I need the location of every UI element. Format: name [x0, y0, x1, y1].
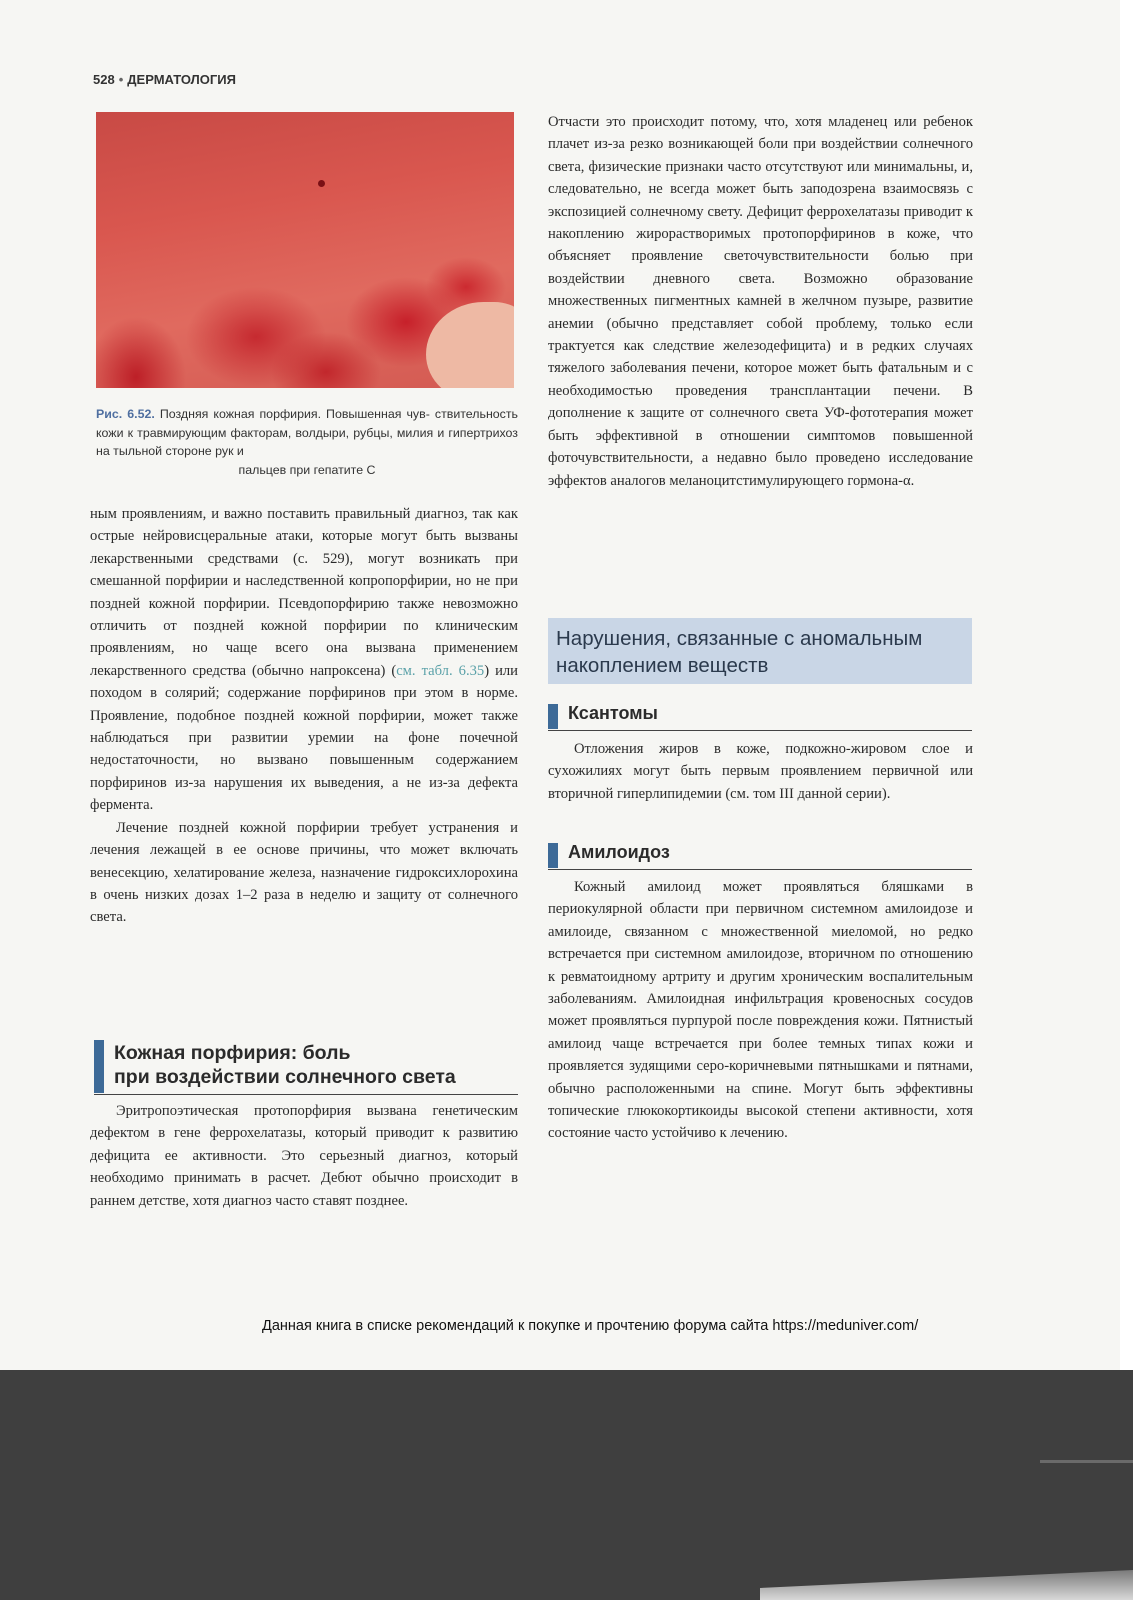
- right-column-text: [548, 111, 973, 492]
- left-column-text: [90, 503, 518, 929]
- paragraph: Кожный амилоид может проявляться бляшками в периокулярной области при первичном системном амилоидозе и амилоиде, связанном с множественной миеломой, но редко встречается при системном амилоидозе, вторичном по отношению к ревматоидному артриту и другим хроническим воспалительным заболеваниям. Амилоидная инфильтрация кровеносных сосудов может проявляться пурпурой после повреждения кожи. Пятнистый амилоид чаще встречается при более темных типах кожи и проявляется зудящими серо-коричневыми пятнышками и пятнами, обычно расположенными на спине. Могут быть эффективны топические глюкокортикоиды высокой степени активности, хотя состояние часто устойчиво к лечению.: [548, 879, 973, 1142]
- running-head: [93, 72, 236, 87]
- section-heading-line-2: накоплением веществ: [556, 654, 769, 677]
- subheading-xanthomas: [548, 701, 972, 731]
- heading-bar: [548, 704, 558, 729]
- section-heading-text: [556, 625, 922, 679]
- heading-bar: [94, 1040, 104, 1093]
- paragraph: [90, 503, 518, 817]
- section-title: ДЕРМАТОЛОГИЯ: [127, 72, 236, 87]
- caption-line-1: Поздняя кожная порфирия. Повышенная чув-: [159, 407, 430, 421]
- photo-skin-area: [426, 302, 514, 388]
- scan-edge-line: [1040, 1460, 1133, 1463]
- heading-line-2: при воздействии солнечного света: [114, 1066, 456, 1088]
- xanthoma-text: [548, 738, 973, 805]
- paragraph-text: ным проявлениям, и важно поставить правильный диагноз, так как острые нейровисцеральные атаки, которые могут быть вызваны лекарственными средствами (с. 529), могут возникать при смешанной порфирии и наследственной копропорфирии, но не при поздней кожной порфирии. Псевдопорфирию также невозможно отличить от поздней кожной порфирии по клиническим проявлениям, но чаще всего она вызвана применением лекарственного средства (обычно напроксена) (: [90, 506, 518, 679]
- paragraph: Лечение поздней кожной порфирии требует устранения и лечения лежащей в ее основе причины, что может включать венесекцию, хелатирование железа, назначение гидроксихлорохина в очень низких дозах 1–2 раза в неделю и защиту от солнечного света.: [90, 819, 518, 926]
- paragraph: Эритропоэтическая протопорфирия вызвана генетическим дефектом в гене феррохелатазы, который приводит к развитию дефицита ее активности. Это серьезный диагноз, который необходимо принимать в расчет. Дебют обычно происходит в раннем детстве, хотя диагноз часто ставят позднее.: [90, 1103, 518, 1209]
- heading-text: Амилоидоз: [568, 842, 670, 862]
- left-column-text-2: [90, 1100, 518, 1212]
- scan-background: [0, 1370, 1133, 1600]
- figure-label: Рис. 6.52.: [96, 407, 155, 421]
- caption-line-4: пальцев при гепатите С: [238, 462, 376, 477]
- paragraph: Отчасти это происходит потому, что, хотя младенец или ребенок плачет из-за резко возникающей боли при воздействии солнечного света, физические признаки часто отсутствуют или минимальны, и, следовательно, не всегда может быть заподозрена взаимосвязь с экспозицией солнечному свету. Дефицит феррохелатазы приводит к накоплению жирорастворимых протопорфиринов в коже, что объясняет проявление светочувствительности болью при воздействии дневного света. Возможно образование множественных пигментных камней в желчном пузыре, развитие анемии (обычно представляет собой проблему, только если трактуется как следствие железодефицита) и в редких случаях тяжелого заболевания печени, которое может быть фатальным и с необходимостью проведения трансплантации печени. В дополнение к защите от солнечного света УФ-фототерапия может быть эффективной в отношении симптомов повышенной фоточувствительности, а недавно было проведено исследование эффектов аналогов меланоцитстимулирующего гормона-α.: [548, 114, 973, 489]
- footer-note: Данная книга в списке рекомендаций к покупке и прочтению форума сайта https://meduniver.com/: [262, 1318, 919, 1334]
- section-heading-line-1: Нарушения, связанные с аномальным: [556, 627, 923, 650]
- page-number: 528: [93, 72, 115, 87]
- paragraph: Отложения жиров в коже, подкожно-жировом слое и сухожилиях могут быть первым проявлением первичной или вторичной гиперлипидемии (см. том III данной серии).: [548, 741, 973, 802]
- photo-lesion-spot: [318, 180, 325, 187]
- amyloidosis-text: [548, 876, 973, 1145]
- section-heading-abnormal-accumulation: [548, 618, 972, 684]
- bullet-separator: •: [118, 72, 124, 87]
- figure-photo-hand-porphyria: [96, 112, 514, 388]
- caption-line-3: рубцы, милия и гипертрихоз на тыльной стороне рук и: [96, 425, 518, 459]
- page-fold-shadow: [760, 1570, 1133, 1600]
- paragraph-text: ) или походом в солярий; содержание порфиринов при этом в норме. Проявление, подобное поздней кожной порфирии, может также наблюдаться при развитии уремии на фоне почечной недостаточности, но вызвано повышенным содержанием порфиринов из-за нарушения их выведения, а не из-за дефекта фермента.: [90, 662, 518, 814]
- heading-text: Ксантомы: [568, 703, 658, 723]
- heading-bar: [548, 843, 558, 868]
- figure-caption: [96, 405, 518, 479]
- heading-line-1: Кожная порфирия: боль: [114, 1042, 351, 1064]
- subheading-amyloidosis: [548, 840, 972, 870]
- heading-text: [114, 1041, 456, 1089]
- subsection-heading-cutaneous-porphyria: [94, 1040, 518, 1095]
- table-reference-link[interactable]: см. табл. 6.35: [396, 662, 485, 679]
- caption-line-2: ствительность кожи к травмирующим факторам, волдыри,: [96, 407, 519, 440]
